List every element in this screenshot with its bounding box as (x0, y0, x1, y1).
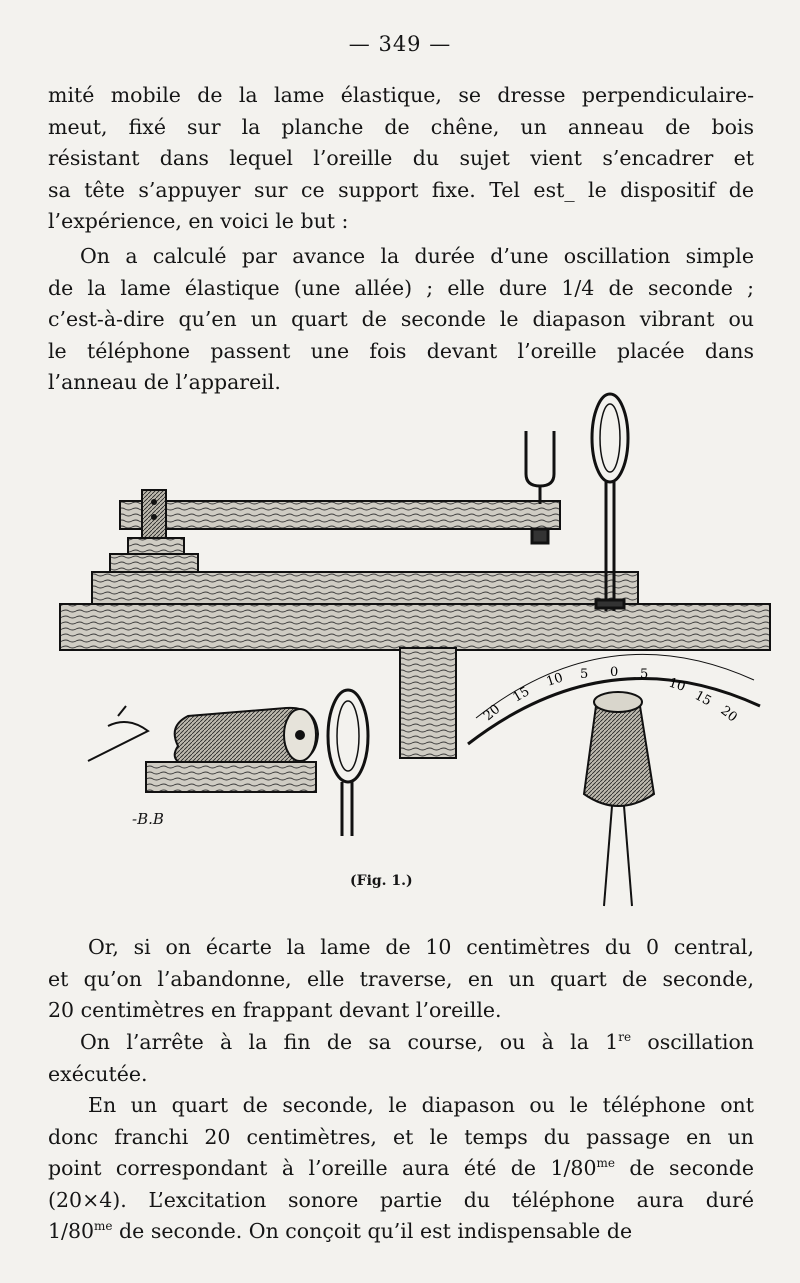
paragraph-5 (48, 1090, 754, 1248)
superscript: me (596, 1156, 615, 1171)
text-line: donc franchi 20 centimètres, et le temps du passage en un (48, 1124, 754, 1149)
figure-apparatus (48, 386, 778, 926)
text-line: le téléphone passent une fois devant l’oreille placée dans (48, 338, 754, 363)
page-number: — 349 — (348, 32, 452, 56)
telephone-receiver (88, 706, 318, 792)
scale-label: 15 (692, 688, 714, 710)
text-line: Or, si on écarte la lame de 10 centimètres du 0 central, (88, 935, 754, 959)
scale-label: 10 (544, 670, 565, 690)
text-segment: de seconde (614, 1156, 754, 1181)
text-line: mité mobile de la lame élastique, se dresse perpendiculaire- (48, 83, 754, 107)
text-line (48, 1153, 754, 1185)
scale-label: 5 (580, 667, 589, 682)
paragraph-4 (48, 1027, 754, 1090)
illustrator-signature: -B.B (132, 810, 164, 828)
scale-label: 15 (510, 684, 533, 706)
paragraph-3 (48, 932, 754, 1027)
apparatus-illustration (48, 386, 778, 926)
text-line: En un quart de seconde, le diapason ou le téléphone ont (88, 1093, 754, 1117)
text-line (48, 1216, 754, 1248)
ear-ring-small (328, 690, 368, 836)
text-line: (20×4). L’excitation sonore partie du téléphone aura duré (48, 1187, 754, 1212)
paragraph-2 (48, 241, 754, 399)
text-line: exécutée. (48, 1061, 148, 1086)
scale-label: 5 (640, 667, 649, 682)
text-line: meut, fixé sur la planche de chêne, un anneau de bois (48, 114, 754, 139)
text-line: et qu’on l’abandonne, elle traverse, en un quart de seconde, (48, 966, 754, 991)
scale-label: 10 (666, 675, 688, 695)
text-line: c’est-à-dire qu’en un quart de seconde le diapason vibrant ou (48, 307, 754, 332)
text-line: résistant dans lequel l’oreille du sujet vient s’encadrer et (48, 146, 754, 171)
superscript: re (618, 1030, 632, 1044)
superscript: me (94, 1219, 113, 1234)
scale-label: 20 (480, 701, 504, 725)
paragraph-1 (48, 80, 754, 238)
text-line: 20 centimètres en frappant devant l’oreille. (48, 998, 502, 1023)
text-line: l’anneau de l’appareil. (48, 370, 281, 395)
upper-plank (92, 572, 638, 604)
handle (584, 692, 654, 906)
text-segment: oscillation (631, 1030, 754, 1054)
elastic-blade (120, 501, 560, 529)
text-line: On a calculé par avance la durée d’une oscillation simple (80, 244, 754, 268)
scale-label: 0 (610, 665, 619, 680)
text-line: sa tête s’appuyer sur ce support fixe. Tel est_ le dispositif de (48, 177, 754, 202)
scale-label: 20 (717, 703, 740, 726)
text-segment: point correspondant à l’oreille aura été de 1/80 (48, 1156, 597, 1181)
text-line: l’expérience, en voici le but : (48, 209, 349, 234)
text-segment: On l’arrête à la fin de sa course, ou à la 1 (80, 1030, 619, 1054)
figure-caption: (Fig. 1.) (350, 873, 413, 889)
text-segment: 1/80 (48, 1219, 95, 1244)
text-line: de la lame élastique (une allée) ; elle dure 1/4 de seconde ; (48, 275, 754, 300)
text-segment: de seconde. On conçoit qu’il est indispensable de (112, 1219, 633, 1244)
text-line (48, 1027, 754, 1059)
oak-board (60, 604, 770, 650)
